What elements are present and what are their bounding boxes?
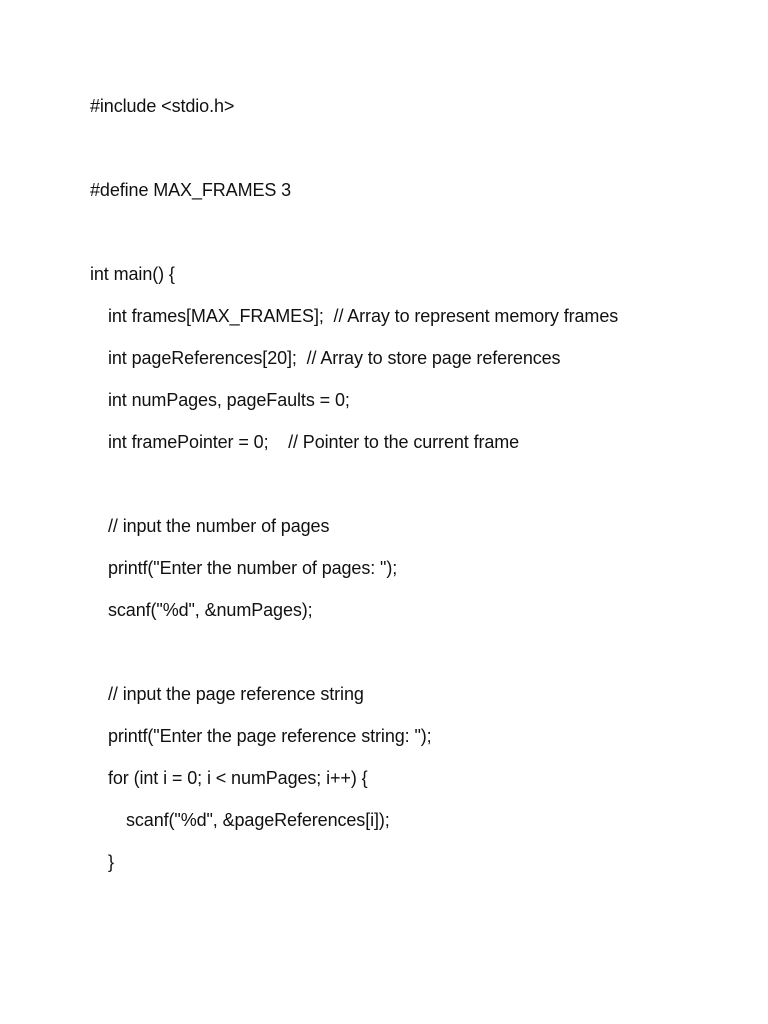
code-line-close-brace: } xyxy=(108,852,114,872)
code-comment-reference-string: // input the page reference string xyxy=(108,684,364,704)
code-line-printf-pages: printf("Enter the number of pages: "); xyxy=(108,558,398,578)
code-line-include: #include <stdio.h> xyxy=(90,96,235,116)
code-line-main: int main() { xyxy=(90,264,175,284)
code-comment-num-pages: // input the number of pages xyxy=(108,516,330,536)
code-line-frames: int frames[MAX_FRAMES]; // Array to represent memory frames xyxy=(108,306,619,326)
code-line-num-pages: int numPages, pageFaults = 0; xyxy=(108,390,350,410)
code-line-scanf-references: scanf("%d", &pageReferences[i]); xyxy=(126,810,390,830)
code-line-printf-reference: printf("Enter the page reference string: "); xyxy=(108,726,432,746)
code-line-for-loop: for (int i = 0; i < numPages; i++) { xyxy=(108,768,368,788)
code-line-scanf-pages: scanf("%d", &numPages); xyxy=(108,600,313,620)
code-line-define: #define MAX_FRAMES 3 xyxy=(90,180,292,200)
code-line-frame-pointer: int framePointer = 0; // Pointer to the current frame xyxy=(108,432,520,452)
code-line-page-references: int pageReferences[20]; // Array to store page references xyxy=(108,348,561,368)
